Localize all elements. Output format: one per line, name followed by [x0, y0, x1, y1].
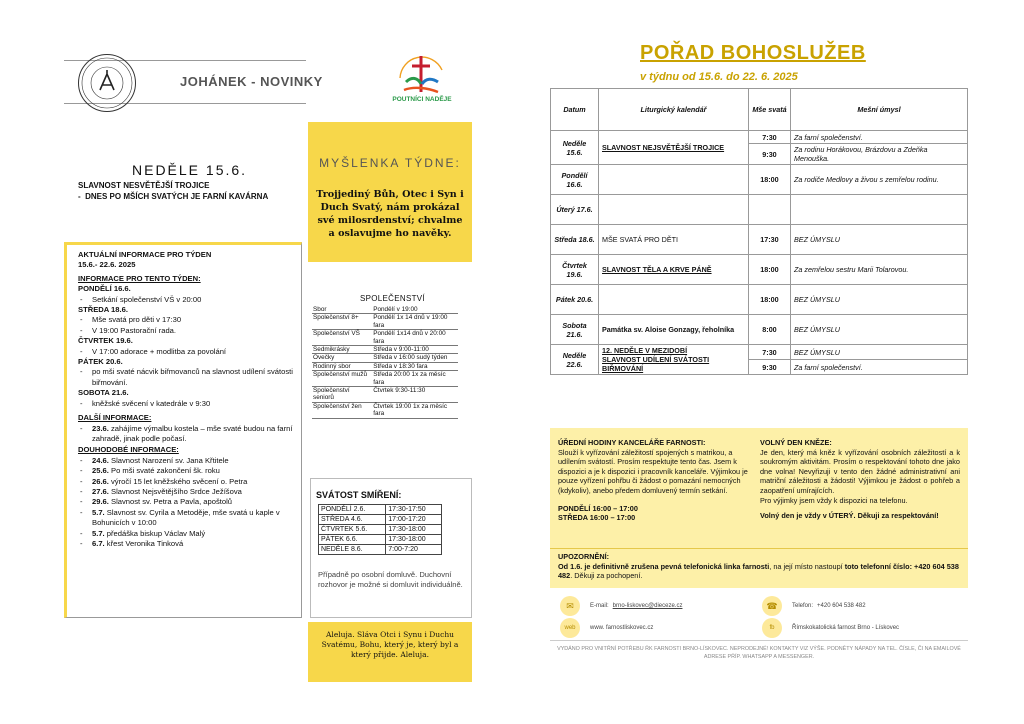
- confession-time: 17:00-17:20: [386, 515, 442, 525]
- free-title: VOLNÝ DEN KNĚZE:: [760, 438, 832, 447]
- thought-text: Trojjediný Bůh, Otec i Syn i Duch Svatý, nám prokázal své milosrdenství; chvalme a oslavujme ho navěky.: [316, 189, 464, 239]
- item-date: 25.6.: [92, 466, 109, 476]
- day-list: [78, 284, 298, 409]
- free-text: Je den, který má kněz k vyřízování osobních záležitostí a k soukromým aktivitám. Prosím o respektování tohoto dne jako dne volna! Nevyřizuji v tento den žádné administrativní ani matriční záležitosti a žádosti! Výjimkou je žádost o pohřeb a zaopatření umírajících.: [760, 447, 960, 495]
- community-time: Středa v 9:00-11:00: [372, 346, 458, 354]
- item-text: Slavnost sv. Petra a Pavla, apoštolů: [108, 497, 233, 507]
- thought-box: [308, 122, 472, 262]
- schedule-liturgy: [599, 195, 749, 225]
- schedule-day: Sobota 21.6.: [551, 315, 599, 345]
- item-date: 24.6.: [92, 455, 109, 465]
- schedule-liturgy: [599, 255, 749, 285]
- info-title: AKTUÁLNÍ INFORMACE PRO TÝDEN: [78, 250, 212, 259]
- feast-note: - DNES PO MŠÍCH SVATÝCH JE FARNÍ KAVÁRNA: [78, 192, 269, 201]
- community-table: [312, 306, 458, 419]
- parish-logo: [78, 54, 136, 112]
- email-label: E-mail:: [590, 603, 609, 609]
- free-bold: Volný den je vždy v ÚTERÝ. Děkuji za respektování!: [760, 511, 939, 521]
- liturgy-line: SLAVNOST TĚLA A KRVE PÁNĚ: [602, 265, 712, 274]
- sunday-feast: [78, 180, 268, 202]
- community-time: Čtvrtek 9:30-11:30: [372, 387, 458, 403]
- warning-b: , na její místo nastoupí: [769, 561, 845, 571]
- schedule-title: POŘAD BOHOSLUŽEB: [640, 42, 866, 64]
- info-range: 15.6.- 22.6. 2025: [78, 260, 136, 270]
- jubilee-logo: [392, 48, 450, 110]
- email-link[interactable]: brno-liskovec@dieceze.cz: [612, 603, 683, 609]
- phone-icon: ☎: [762, 596, 782, 616]
- warning-title: UPOZORNĚNÍ:: [558, 552, 610, 561]
- phone-label: Telefon:: [792, 603, 814, 609]
- community-time: Středa v 16:00 sudý týden: [372, 354, 458, 362]
- community-name: Společenství seniorů: [312, 387, 372, 403]
- item-text: Po mši svaté zakončení šk. roku: [108, 466, 220, 476]
- schedule-header: Datum: [551, 89, 599, 131]
- free-text-2: Pro výjimky jsem vždy k dispozici na telefonu.: [760, 495, 908, 505]
- confession-row: [319, 535, 442, 545]
- long-item: [78, 497, 298, 507]
- item-date: 29.6.: [92, 497, 109, 507]
- item-date: 26.6.: [92, 476, 109, 486]
- email-row: [560, 596, 682, 616]
- community-time: Středa 20:00 1x za měsíc fara: [372, 371, 458, 387]
- schedule-intention: BEZ ÚMYSLU: [791, 315, 968, 345]
- confession-day: STŘEDA 4.6.: [319, 515, 386, 525]
- free-day: [760, 438, 960, 521]
- community-row: [312, 371, 458, 387]
- community-name: Rodinný sbor: [312, 362, 372, 370]
- schedule-time: 7:30: [749, 131, 791, 144]
- schedule-liturgy: [599, 315, 749, 345]
- schedule-intention: BEZ ÚMYSLU: [791, 285, 968, 315]
- schedule-intention: Za zemřelou sestru Marii Tolarovou.: [791, 255, 968, 285]
- schedule-week: v týdnu od 15.6. do 22. 6. 2025: [640, 71, 798, 83]
- confession-time: 17:30-18:00: [386, 535, 442, 545]
- facebook-icon: fb: [762, 618, 782, 638]
- schedule-row: [551, 131, 968, 144]
- office-title: ÚŘEDNÍ HODINY KANCELÁŘE FARNOSTI:: [558, 438, 706, 447]
- schedule-time: 9:30: [749, 144, 791, 165]
- office-text: Slouží k vyřízování záležitostí spojených s matrikou, a udílením svátostí. Prosím respektujte tento čas. Jsem k dispozici a je k dispozici i pracovník kanceláře. Výjimkou je pouze vyřízení pohřbu či žádost o pomazání nemocných (kdykoliv), anebo předem domluvený termín setkání.: [558, 447, 748, 495]
- schedule-day: Neděle 22.6.: [551, 345, 599, 375]
- schedule-row: [551, 255, 968, 285]
- schedule-liturgy: [599, 225, 749, 255]
- more-title: DALŠÍ INFORMACE:: [78, 413, 152, 423]
- community-row: [312, 346, 458, 354]
- long-item: [78, 508, 298, 529]
- schedule-header: Liturgický kalendář: [599, 89, 749, 131]
- info-subtitle: INFORMACE PRO TENTO TÝDEN:: [78, 273, 201, 283]
- schedule-table: [550, 88, 968, 375]
- community-name: Společenství mužů: [312, 371, 372, 387]
- schedule-intention: Za farní společenství.: [791, 360, 968, 375]
- schedule-row: [551, 345, 968, 360]
- confession-day: NEDĚLE 8.6.: [319, 545, 386, 555]
- confession-day: PÁTEK 6.6.: [319, 535, 386, 545]
- mail-icon: ✉: [560, 596, 580, 616]
- long-item: [78, 539, 298, 549]
- schedule-intention: [791, 195, 968, 225]
- community-time: Čtvrtek 19:00 1x za měsíc fara: [372, 402, 458, 418]
- confession-title: SVÁTOST SMÍŘENÍ:: [316, 490, 402, 500]
- web-link[interactable]: www. farnostliskovec.cz: [590, 625, 654, 631]
- schedule-day: Úterý 17.6.: [551, 195, 599, 225]
- community-name: Společenství VŠ: [312, 330, 372, 346]
- item-text: předáška biskup Václav Malý: [104, 528, 206, 538]
- long-title: DOUHODOBÉ INFORMACE:: [78, 445, 179, 455]
- schedule-header: Mešní úmysl: [791, 89, 968, 131]
- community-name: Společenství 8+: [312, 314, 372, 330]
- warning-d: . Děkuji za pochopení.: [570, 571, 643, 581]
- community-time: Pondělí 1x14 dnů v 20:00 fara: [372, 330, 458, 346]
- schedule-row: [551, 225, 968, 255]
- schedule-time: 7:30: [749, 345, 791, 360]
- item-text: zahájíme výmalbu kostela – mše svaté budou na farní zahradě, jinak podle počasí.: [92, 423, 293, 443]
- long-item: [78, 477, 298, 487]
- facebook-row: [762, 618, 899, 638]
- community-row: [312, 330, 458, 346]
- schedule-time: 18:00: [749, 165, 791, 195]
- thought-title: MYŠLENKA TÝDNE:: [319, 156, 461, 170]
- day-item: - po mši svaté nácvik biřmovanců na slavnost udílení svátosti biřmování.: [78, 367, 298, 388]
- day-item: - kněžské svěcení v katedrále v 9:30: [78, 399, 298, 409]
- facebook-link[interactable]: Římskokatolická farnost Brno - Lískovec: [792, 625, 900, 631]
- item-date: 5.7.: [92, 528, 105, 538]
- day-item: - Mše svatá pro děti v 17:30: [78, 315, 298, 325]
- liturgy-line: 12. NEDĚLE V MEZIDOBÍ: [602, 346, 688, 355]
- page-title: JOHÁNEK - NOVINKY: [180, 74, 323, 89]
- footnote: VYDÁNO PRO VNITŘNÍ POTŘEBU ŘK FARNOSTI BRNO-LÍSKOVEC. NEPRODEJNÉ! KONTAKTY VIZ VÝŠE. PODNĚTY NÁPADY NA TEL. ČÍSLE, ČI NA EMAILOVÉ ADRESE PŘÍP. WHATSAPP A MESSENGER.: [550, 640, 968, 661]
- confession-row: [319, 505, 442, 515]
- parish-seal-icon: [80, 56, 134, 110]
- liturgy-line: SLAVNOST NEJSVĚTĚJŠÍ TROJICE: [602, 143, 725, 152]
- day-heading: STŘEDA 18.6.: [78, 305, 128, 315]
- schedule-intention: BEZ ÚMYSLU: [791, 345, 968, 360]
- community-time: Pondělí v 19:00: [372, 306, 458, 314]
- schedule-header: Mše svatá: [749, 89, 791, 131]
- schedule-time: 18:00: [749, 285, 791, 315]
- confession-day: PONDĚLÍ 2.6.: [319, 505, 386, 515]
- item-text: výročí 15 let kněžského svěcení o. Petra: [108, 476, 248, 486]
- community-row: [312, 306, 458, 314]
- more-item: [78, 424, 298, 445]
- schedule-day: Neděle 15.6.: [551, 131, 599, 165]
- warning-a: Od 1.6. je definitivně zrušena pevná telefonická linka farnosti: [558, 561, 770, 571]
- community-name: Sbor: [312, 306, 372, 314]
- warning-c: toto telefonní číslo: +420 604 538 482: [558, 561, 959, 581]
- community-row: [312, 402, 458, 418]
- long-item: [78, 466, 298, 476]
- community-row: [312, 314, 458, 330]
- schedule-liturgy: [599, 345, 749, 375]
- office-hours-mon: PONDĚLÍ 16:00 – 17:00: [558, 503, 638, 513]
- schedule-day: Středa 18.6.: [551, 225, 599, 255]
- jubilee-tagline: POUTNÍCI NADĚJE: [392, 96, 452, 103]
- schedule-time: 8:00: [749, 315, 791, 345]
- schedule-time: 18:00: [749, 255, 791, 285]
- schedule-intention: Za rodinu Horákovou, Brázdovu a Zdeňka Menouška.: [791, 144, 968, 165]
- schedule-row: [551, 285, 968, 315]
- item-date: 5.7.: [92, 507, 105, 517]
- item-date: 23.6.: [92, 423, 109, 433]
- feast-note-text: DNES PO MŠÍCH SVATÝCH JE FARNÍ KAVÁRNA: [85, 192, 269, 201]
- item-text: křest Veronika Tinková: [104, 538, 184, 548]
- confession-row: [319, 525, 442, 535]
- phone-row: [762, 596, 866, 616]
- schedule-liturgy: [599, 165, 749, 195]
- liturgy-line: SLAVNOST UDÍLENÍ SVÁTOSTI BIŘMOVÁNÍ: [602, 355, 710, 373]
- confession-table: [318, 504, 442, 555]
- schedule-time: [749, 195, 791, 225]
- community-row: [312, 362, 458, 370]
- schedule-row: [551, 315, 968, 345]
- confession-note: Případně po osobní domluvě. Duchovní rozhovor je možné si domluvit individuálně.: [318, 570, 463, 589]
- day-heading: ČTVRTEK 19.6.: [78, 336, 133, 346]
- item-text: Slavnost Narození sv. Jana Křtitele: [108, 455, 229, 465]
- schedule-liturgy: [599, 131, 749, 165]
- community-row: [312, 387, 458, 403]
- schedule-intention: BEZ ÚMYSLU: [791, 225, 968, 255]
- day-heading: SOBOTA 21.6.: [78, 388, 129, 398]
- day-heading: PONDĚLÍ 16.6.: [78, 284, 131, 294]
- confession-day: ČTVRTEK 5.6.: [319, 525, 386, 535]
- item-text: Slavnost sv. Cyrila a Metoděje, mše svatá u kaple v Bohunicích v 10:00: [92, 507, 280, 528]
- office-hours: [558, 438, 754, 523]
- community-name: Společenství žen: [312, 402, 372, 418]
- community-name: Sedmikrásky: [312, 346, 372, 354]
- long-list: [78, 456, 298, 550]
- schedule-time: 17:30: [749, 225, 791, 255]
- day-item: - Setkání společenství VŠ v 20:00: [78, 295, 298, 305]
- aleluja-box: Aleluja. Sláva Otci i Synu i Duchu Svatému, Bohu, který je, který byl a který přijde. Aleluja.: [308, 622, 472, 682]
- feast-title: SLAVNOST NESVĚTĚJŠÍ TROJICE: [78, 181, 210, 190]
- item-date: 6.7.: [92, 538, 105, 548]
- confession-time: 7:00-7:20: [386, 545, 442, 555]
- day-heading: PÁTEK 20.6.: [78, 357, 123, 367]
- schedule-row: [551, 195, 968, 225]
- warning: [558, 552, 962, 581]
- office-hours-wed: STŘEDA 16:00 – 17:00: [558, 513, 636, 523]
- liturgy-line: MŠE SVATÁ PRO DĚTI: [602, 235, 679, 244]
- schedule-row: [551, 165, 968, 195]
- schedule-intention: Za farní společenství.: [791, 131, 968, 144]
- web-icon: web: [560, 618, 580, 638]
- confession-row: [319, 515, 442, 525]
- schedule-day: Pátek 20.6.: [551, 285, 599, 315]
- community-name: Ovečky: [312, 354, 372, 362]
- liturgy-line: Památka sv. Aloise Gonzagy, řeholníka: [602, 325, 735, 334]
- item-text: Slavnost Nejsvětějšího Srdce Ježíšova: [108, 486, 242, 496]
- phone-number: +420 604 538 482: [817, 603, 866, 609]
- confession-time: 17:30-17:50: [386, 505, 442, 515]
- confession-time: 17:30-18:00: [386, 525, 442, 535]
- schedule-time: 9:30: [749, 360, 791, 375]
- long-item: [78, 529, 298, 539]
- day-item: - V 19:00 Pastorační rada.: [78, 326, 298, 336]
- item-date: 27.6.: [92, 486, 109, 496]
- schedule-liturgy: [599, 285, 749, 315]
- day-item: - V 17:00 adorace + modlitba za povolání: [78, 347, 298, 357]
- community-title: SPOLEČENSTVÍ: [360, 294, 425, 303]
- long-item: [78, 456, 298, 466]
- schedule-day: Čtvrtek 19.6.: [551, 255, 599, 285]
- schedule-day: Pondělí 16.6.: [551, 165, 599, 195]
- warning-text: [558, 562, 962, 581]
- long-item: [78, 487, 298, 497]
- confession-row: [319, 545, 442, 555]
- web-row: [560, 618, 653, 638]
- community-time: Středa v 18:30 fara: [372, 362, 458, 370]
- schedule-intention: Za rodiče Medlovy a živou s zemřelou rodinu.: [791, 165, 968, 195]
- weekly-info: [78, 250, 298, 549]
- sunday-heading: NEDĚLE 15.6.: [132, 162, 248, 178]
- community-row: [312, 354, 458, 362]
- more-list: [78, 424, 298, 445]
- community-time: Pondělí 1x 14 dnů v 19:00 fara: [372, 314, 458, 330]
